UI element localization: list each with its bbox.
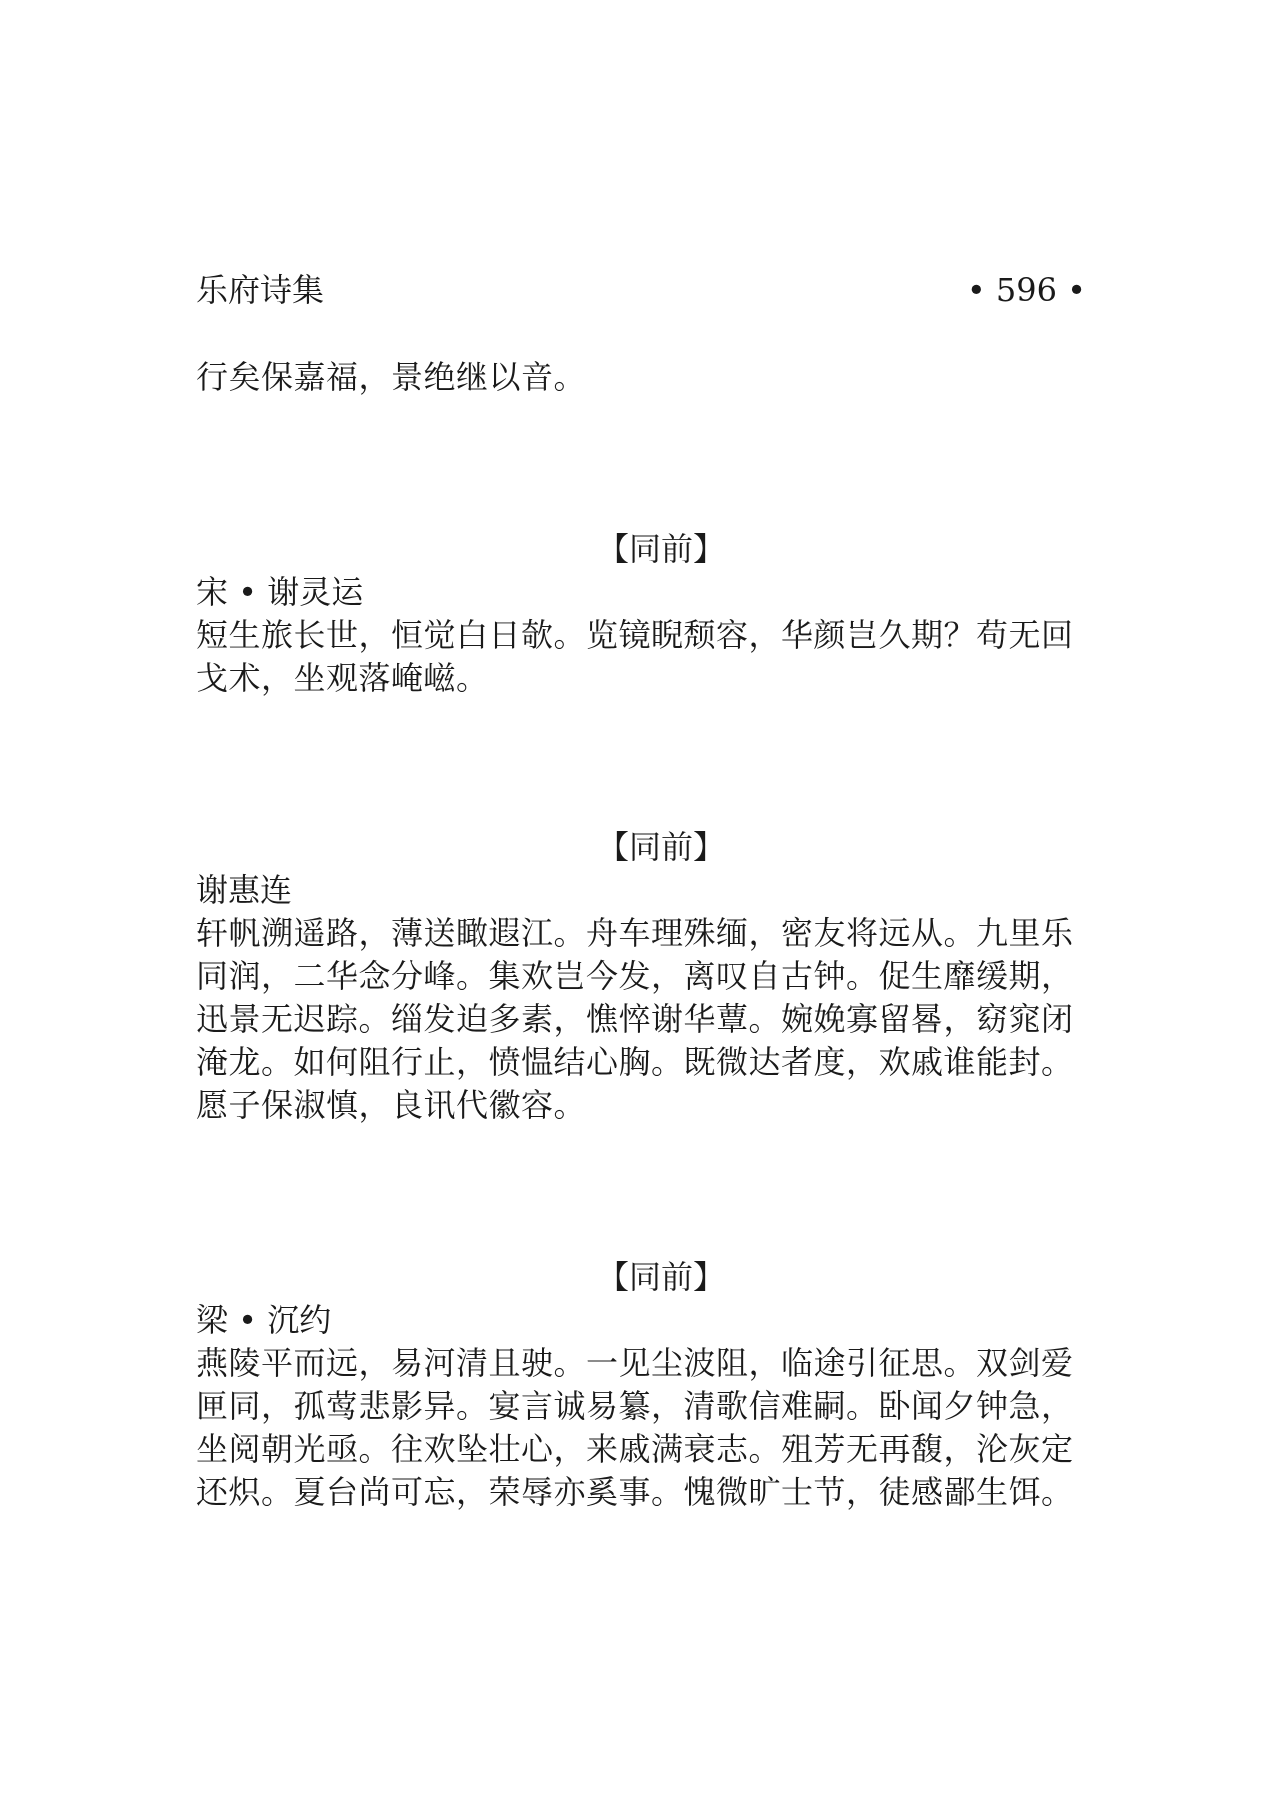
poem-section [196, 528, 1086, 700]
book-title: 乐府诗集 [196, 271, 325, 309]
page-number: • 596 • [966, 271, 1086, 309]
text-line: 行矣保嘉福，景绝继以音。 [196, 358, 587, 396]
poem-line: 匣同，孤莺悲影异。宴言诚易纂，清歌信难嗣。卧闻夕钟急， [196, 1387, 1074, 1425]
poem-title: 【同前】 [596, 828, 725, 866]
poem-line: 戈术，坐观落崦嵫。 [196, 659, 489, 697]
poem-line: 还炽。夏台尚可忘，荣辱亦奚事。愧微旷士节，徒感鄙生饵。 [196, 1473, 1074, 1511]
poem-title: 【同前】 [596, 530, 725, 568]
poem-title: 【同前】 [596, 1258, 725, 1296]
poem-line: 迅景无迟踪。缁发迫多素，憔悴谢华蕈。婉娩寡留晷，窈窕闭 [196, 1000, 1074, 1038]
continued-text [196, 356, 1086, 399]
poem-body [196, 912, 1086, 1127]
poem-author: 宋 • 谢灵运 [196, 573, 364, 611]
poem-line: 愿子保淑慎，良讯代徽容。 [196, 1086, 587, 1124]
poem-section [196, 826, 1086, 1127]
document-page [196, 0, 1086, 1795]
page-header [196, 268, 1086, 312]
poem-line: 同润，二华念分峰。集欢岂今发，离叹自古钟。促生靡缓期， [196, 957, 1074, 995]
poem-author: 谢惠连 [196, 871, 293, 909]
poem-body [196, 1342, 1086, 1514]
poem-line: 短生旅长世，恒觉白日欹。览镜睨颓容，华颜岂久期？苟无回 [196, 616, 1074, 654]
poem-line: 坐阅朝光亟。往欢坠壮心，来戚满衰志。殂芳无再馥，沦灰定 [196, 1430, 1074, 1468]
poem-line: 轩帆溯遥路，薄送瞰遐江。舟车理殊缅，密友将远从。九里乐 [196, 914, 1074, 952]
poem-line: 燕陵平而远，易河清且驶。一见尘波阻，临途引征思。双剑爱 [196, 1344, 1074, 1382]
poem-line: 淹龙。如何阻行止，愤愠结心胸。既微达者度，欢戚谁能封。 [196, 1043, 1074, 1081]
poem-author: 梁 • 沉约 [196, 1301, 332, 1339]
poem-body [196, 614, 1086, 700]
poem-section [196, 1256, 1086, 1514]
